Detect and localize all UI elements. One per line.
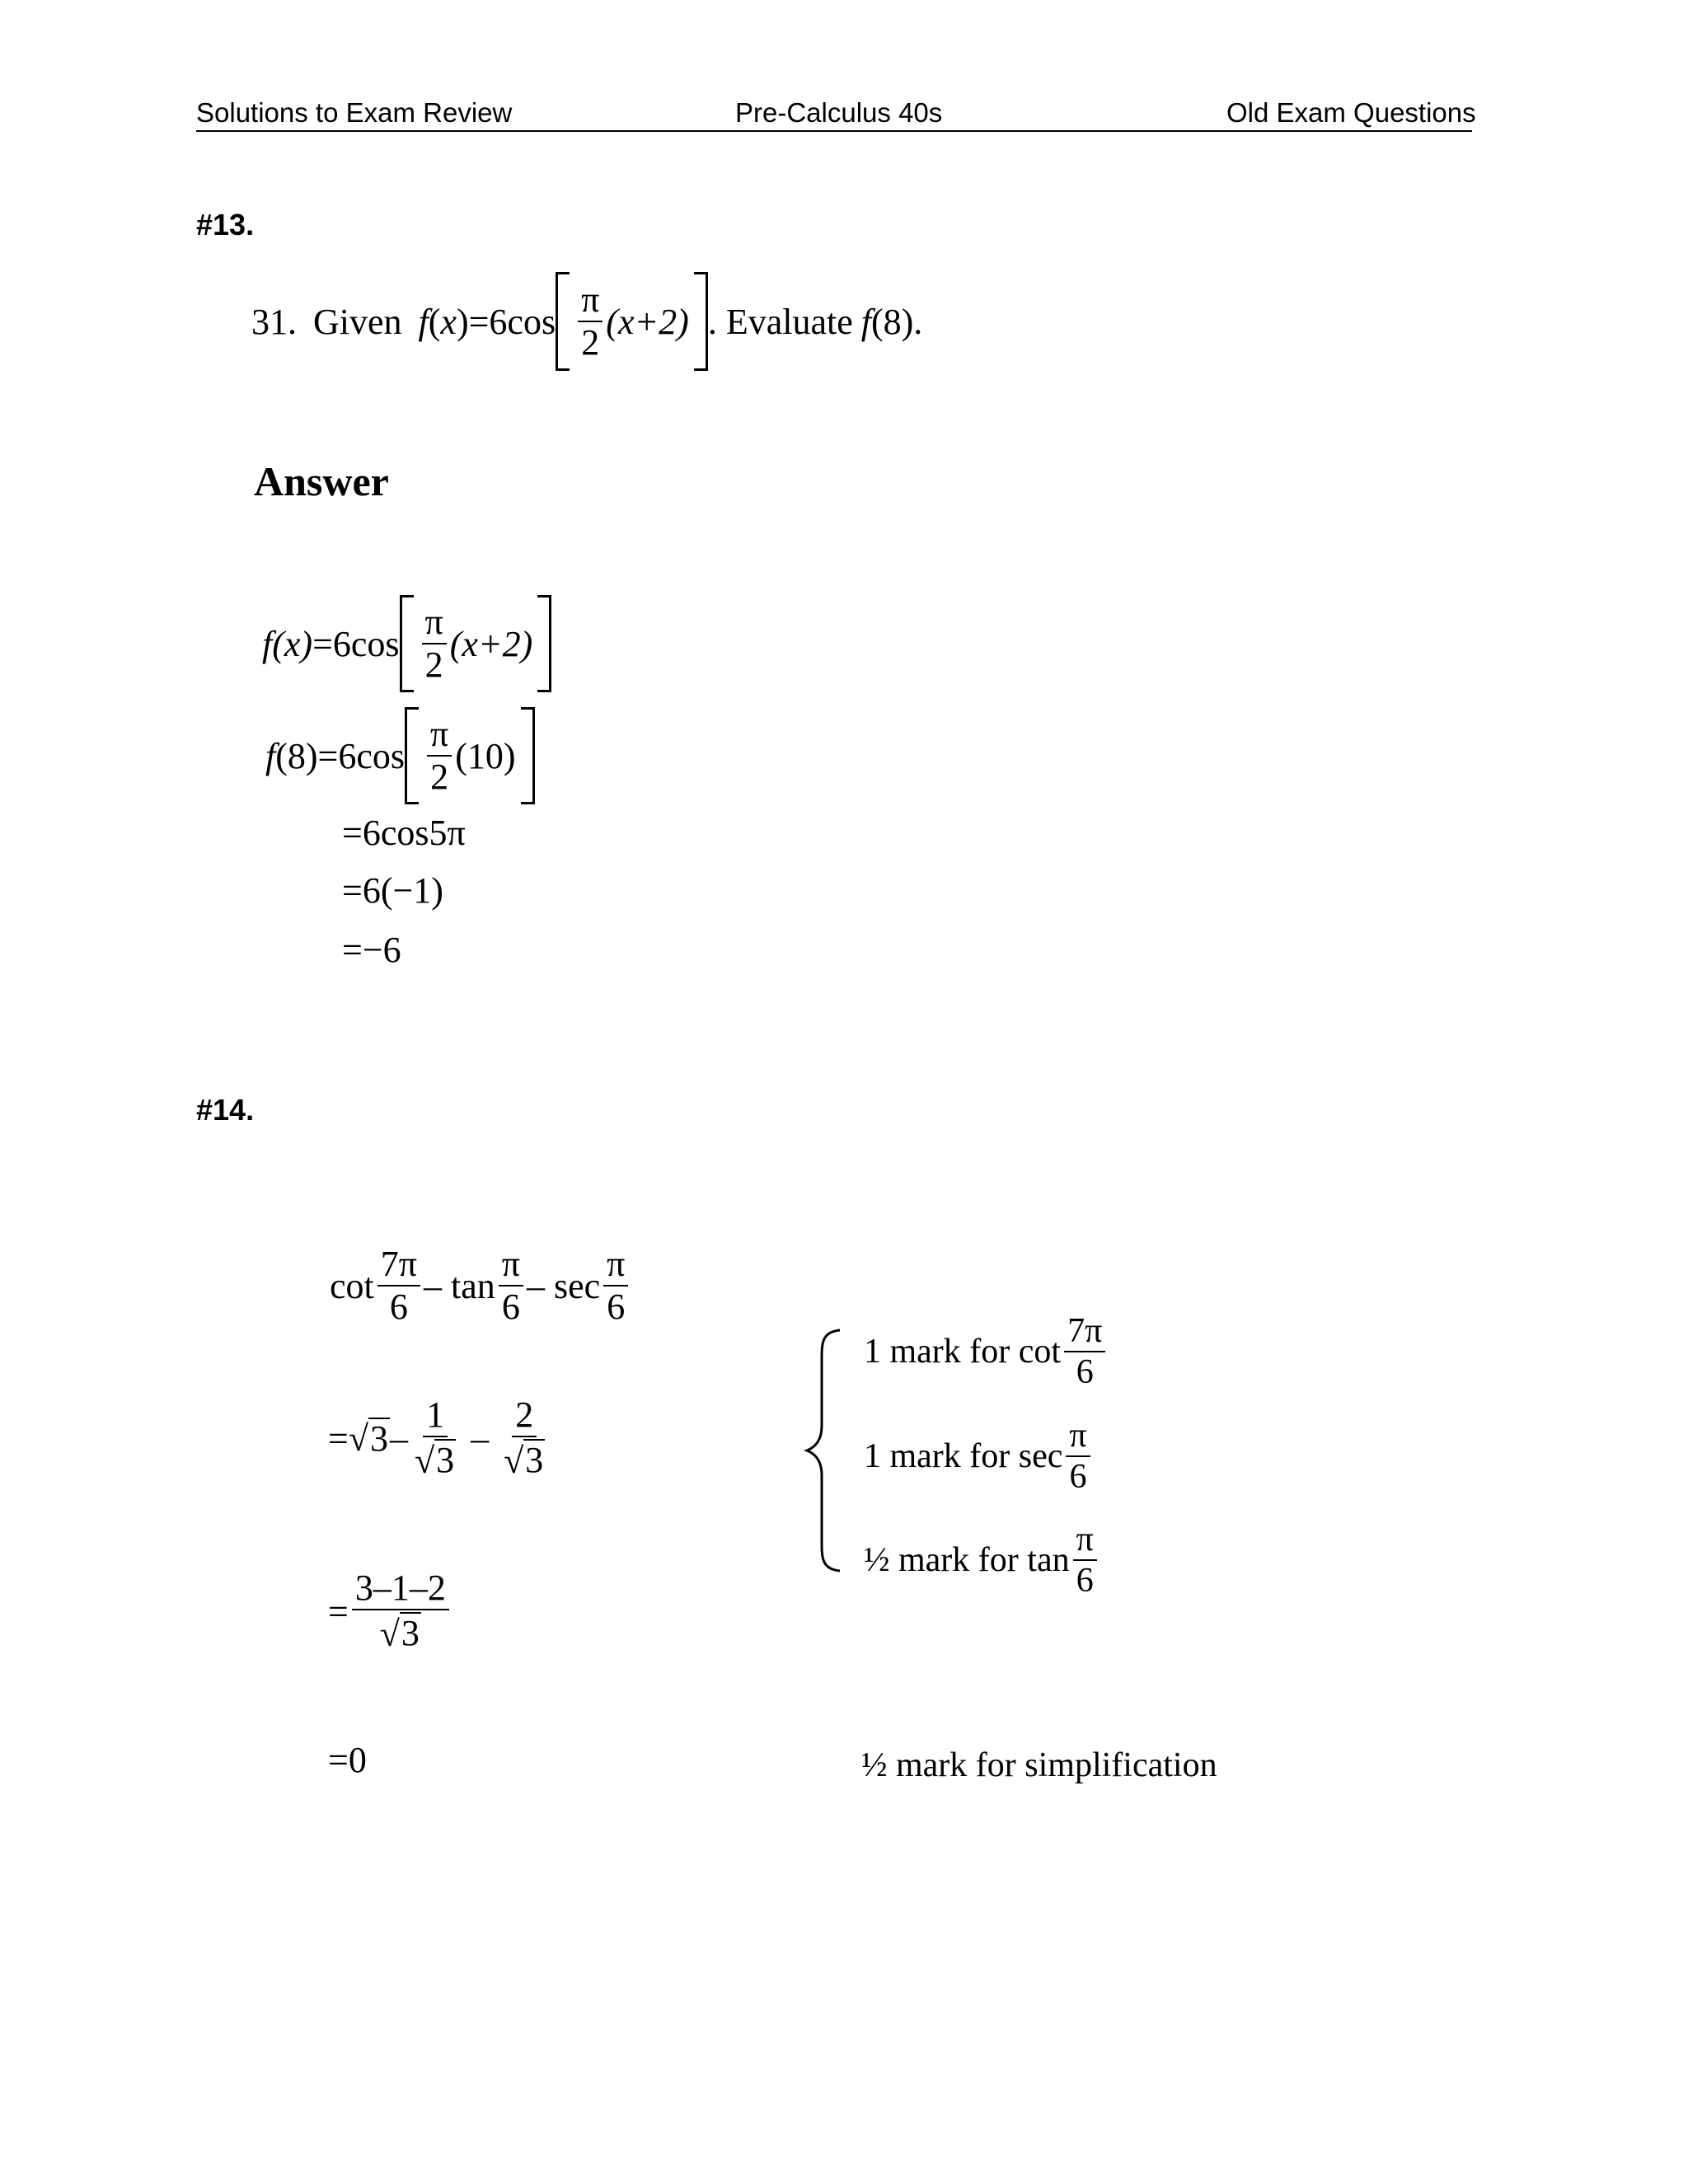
mark-sec	[864, 1411, 1094, 1502]
line1-pi: π	[422, 603, 447, 644]
close-paren: )	[456, 301, 469, 342]
step2-den1-wrap: √ 3	[414, 1439, 455, 1482]
q14-step-2	[328, 1385, 551, 1492]
question-13-number: #13.	[196, 208, 255, 241]
expr-6a: 6	[389, 1286, 408, 1327]
expr-7pi: 7π	[377, 1245, 420, 1286]
curly-brace	[804, 1327, 845, 1574]
equals-six-cos: =6cos	[468, 301, 556, 342]
mark-tan-den: 6	[1076, 1562, 1094, 1600]
open-paren: (	[428, 301, 441, 342]
line2-f: f	[265, 735, 276, 776]
expr-frac-pi-6-c	[603, 1245, 628, 1326]
line2-eq: =6cos	[317, 735, 406, 776]
right-bracket	[694, 272, 708, 371]
step2-two: 2	[512, 1396, 537, 1437]
line1-arg: (x)	[272, 623, 313, 664]
expr-pi-b: π	[499, 1245, 523, 1286]
step2-minus: –	[389, 1418, 408, 1459]
line2-left-bracket	[405, 707, 419, 804]
header-rule	[196, 130, 1472, 132]
expr-cot: cot	[330, 1265, 374, 1306]
mark-cot-num: 7π	[1064, 1313, 1105, 1352]
line1-pi-over-2	[422, 603, 447, 684]
solution-line-4: =6(−1)	[342, 870, 443, 911]
expr-6c: 6	[607, 1286, 626, 1327]
given-word: Given	[313, 301, 402, 342]
expr-frac-pi-6-b	[499, 1245, 523, 1326]
line2-inner: (10)	[455, 735, 516, 776]
mark-tan-num: π	[1073, 1521, 1097, 1561]
header-center: Pre-Calculus 40s	[735, 97, 943, 128]
solution-line-2	[265, 707, 535, 804]
step3-num: 3–1–2	[352, 1569, 449, 1610]
evaluate-word: . Evaluate	[707, 301, 853, 342]
header-right: Old Exam Questions	[1226, 97, 1476, 128]
line2-two: 2	[430, 757, 449, 797]
step2-den2-wrap: √ 3	[504, 1439, 544, 1482]
step2-minus2: –	[471, 1418, 490, 1459]
solution-line-3: =6cos5π	[342, 813, 466, 853]
expr-minus-sec: – sec	[526, 1265, 601, 1306]
question-13-statement	[251, 272, 922, 371]
mark-cot-den: 6	[1076, 1353, 1094, 1391]
pi-over-2	[578, 281, 603, 362]
step2-frac-2-root3	[500, 1396, 548, 1481]
two-denominator: 2	[581, 322, 600, 363]
func-f: f	[418, 301, 429, 342]
step3-frac	[352, 1569, 449, 1654]
step3-den: 3	[401, 1612, 420, 1653]
header-left: Solutions to Exam Review	[196, 97, 513, 128]
step2-den1: 3	[436, 1439, 455, 1480]
item-number: 31.	[251, 301, 297, 342]
left-bracket	[556, 272, 570, 371]
solution-line-5: =−6	[342, 930, 401, 970]
q14-expression	[330, 1236, 631, 1335]
mark-cot-text: 1 mark for cot	[864, 1333, 1062, 1371]
x-plus-2: (x+2)	[606, 301, 689, 342]
mark-cot-frac	[1064, 1313, 1105, 1390]
step2-one: 1	[423, 1396, 448, 1437]
pi-numerator: π	[578, 281, 603, 322]
step2-den2: 3	[525, 1439, 544, 1480]
step2-root3: 3	[369, 1418, 388, 1460]
line1-f: f	[262, 623, 273, 664]
func-f-eval: f	[860, 301, 871, 342]
mark-sec-frac	[1066, 1418, 1090, 1495]
line2-arg: (8)	[275, 735, 318, 776]
step2-eq: =	[328, 1418, 349, 1459]
expr-6b: 6	[501, 1286, 520, 1327]
mark-tan-text: ½ mark for tan	[864, 1541, 1070, 1579]
line2-pi: π	[427, 715, 452, 757]
step2-sqrt3: √ 3	[348, 1418, 388, 1460]
line2-right-bracket	[521, 707, 535, 804]
line1-left-bracket	[400, 595, 414, 692]
answer-heading: Answer	[254, 458, 389, 504]
line1-two: 2	[424, 644, 443, 685]
solution-line-1	[262, 595, 551, 692]
mark-tan	[864, 1515, 1100, 1605]
mark-cot	[864, 1306, 1109, 1397]
var-x: x	[440, 301, 457, 342]
question-14-number: #14.	[196, 1093, 255, 1127]
q14-step-3	[328, 1558, 452, 1665]
line1-eq: =6cos	[312, 623, 400, 664]
mark-sec-den: 6	[1069, 1458, 1087, 1496]
mark-sec-num: π	[1066, 1418, 1090, 1457]
step3-den-wrap: √ 3	[379, 1612, 420, 1655]
f8-argument: (8).	[870, 301, 923, 342]
expr-frac-7pi-6	[377, 1245, 420, 1326]
q14-step-4: =0	[328, 1740, 367, 1780]
expr-minus-tan: – tan	[423, 1265, 495, 1306]
line2-pi-over-2	[427, 715, 452, 796]
line1-inner: (x+2)	[449, 623, 533, 664]
mark-tan-frac	[1073, 1521, 1097, 1599]
step2-frac-1-root3	[411, 1396, 459, 1481]
mark-sec-text: 1 mark for sec	[864, 1437, 1063, 1475]
step3-eq: =	[328, 1591, 349, 1632]
mark-simplification: ½ mark for simplification	[861, 1746, 1217, 1784]
expr-pi-c: π	[603, 1245, 628, 1286]
line1-right-bracket	[537, 595, 551, 692]
